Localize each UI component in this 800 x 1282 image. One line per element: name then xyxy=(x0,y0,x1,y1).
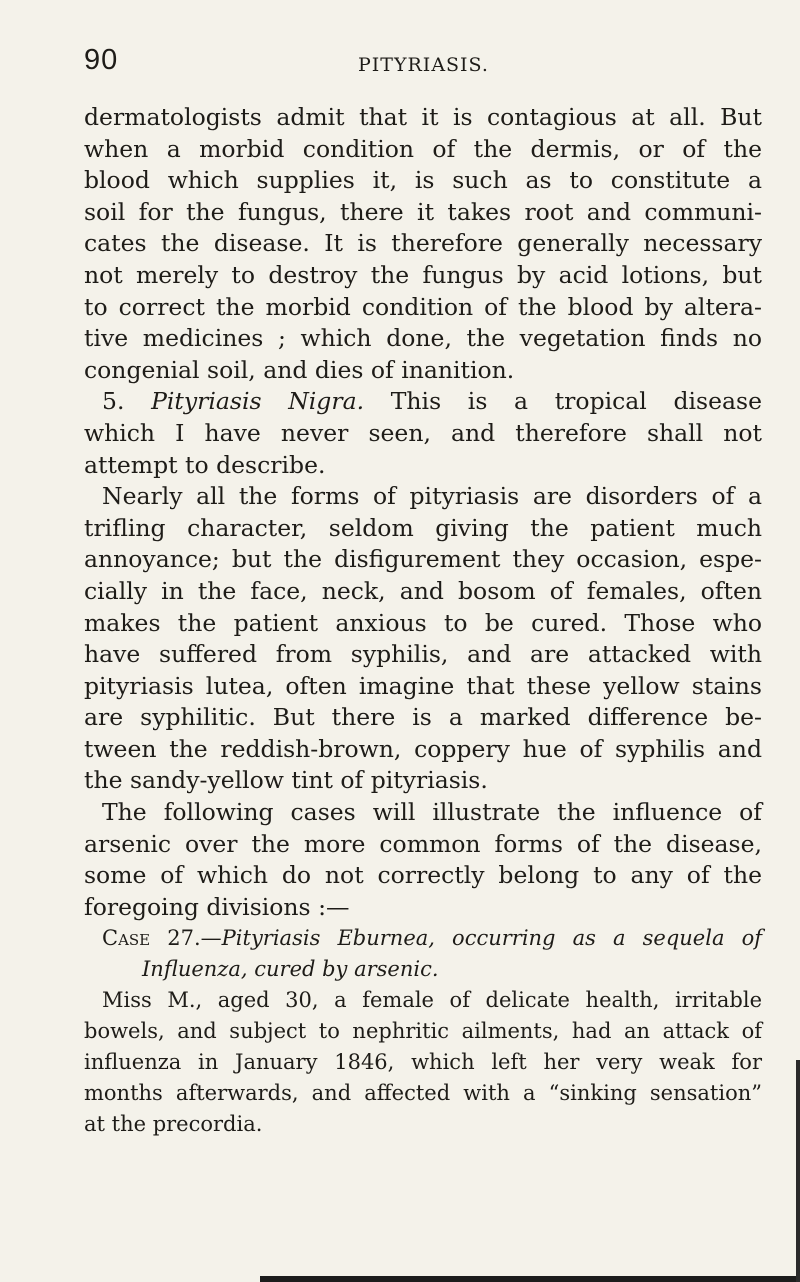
case-heading xyxy=(84,923,762,954)
text-line: attempt to describe. xyxy=(84,450,326,479)
text-line: to correct the morbid condition of the blood by altera- xyxy=(84,292,762,321)
section-line-rest: This is a tropical disease xyxy=(390,387,762,416)
text-line: cially in the face, neck, and bosom of females, often xyxy=(84,576,762,605)
body-text xyxy=(84,102,762,1140)
section-number: 5. xyxy=(102,387,125,416)
text-line: not merely to destroy the fungus by acid lotions, but xyxy=(84,260,762,289)
text-line: tween the reddish-brown, coppery hue of syphilis and xyxy=(84,734,762,763)
text-line: which I have never seen, and therefore shall not xyxy=(84,418,762,447)
running-head: PITYRIASIS. xyxy=(358,54,489,76)
text-line: makes the patient anxious to be cured. Those who xyxy=(84,608,762,637)
case-text-line: months afterwards, and affected with a “sinking sensation” xyxy=(84,1081,762,1106)
page-right-edge xyxy=(796,1060,800,1282)
text-line: arsenic over the more common forms of the disease, xyxy=(84,829,762,858)
section-5-heading-line xyxy=(84,386,762,418)
text-line: some of which do not correctly belong to any of the xyxy=(84,861,762,890)
case-text-line: Miss M., aged 30, a female of delicate health, irritable xyxy=(102,988,762,1013)
text-line: cates the disease. It is therefore generally necessary xyxy=(84,229,762,258)
text-line: soil for the fungus, there it takes root and communi- xyxy=(84,197,762,226)
case-title-continued: Influenza, cured by arsenic. xyxy=(142,957,439,982)
text-line: are syphilitic. But there is a marked difference be- xyxy=(84,703,762,732)
page-number: 90 xyxy=(84,44,119,76)
text-line: have suffered from syphilis, and are attacked with xyxy=(84,640,762,669)
text-line: foregoing divisions :— xyxy=(84,892,350,921)
page-bottom-edge xyxy=(260,1276,800,1282)
text-line: The following cases will illustrate the influence of xyxy=(102,798,762,827)
case-text-line: influenza in January 1846, which left her very weak for xyxy=(84,1050,762,1075)
text-line: pityriasis lutea, often imagine that these yellow stains xyxy=(84,671,762,700)
text-line: annoyance; but the disfigurement they occasion, espe- xyxy=(84,545,762,574)
text-line: tive medicines ; which done, the vegetation finds no xyxy=(84,324,762,353)
text-line: trifling character, seldom giving the patient much xyxy=(84,513,762,542)
text-line: congenial soil, and dies of inanition. xyxy=(84,355,515,384)
text-line: blood which supplies it, is such as to constitute a xyxy=(84,166,762,195)
case-number: 27.— xyxy=(167,926,222,951)
section-title: Pityriasis Nigra. xyxy=(151,387,365,416)
text-line: when a morbid condition of the dermis, or of the xyxy=(84,134,762,163)
text-line: Nearly all the forms of pityriasis are disorders of a xyxy=(102,482,762,511)
text-line: dermatologists admit that it is contagious at all. But xyxy=(84,103,762,131)
case-text-line: bowels, and subject to nephritic ailments, had an attack of xyxy=(84,1019,762,1044)
case-label: Case xyxy=(102,926,151,951)
case-title: Pityriasis Eburnea, occurring as a sequela of xyxy=(221,926,762,951)
case-text-line: at the precordia. xyxy=(84,1112,263,1137)
text-line: the sandy-yellow tint of pityriasis. xyxy=(84,766,488,795)
